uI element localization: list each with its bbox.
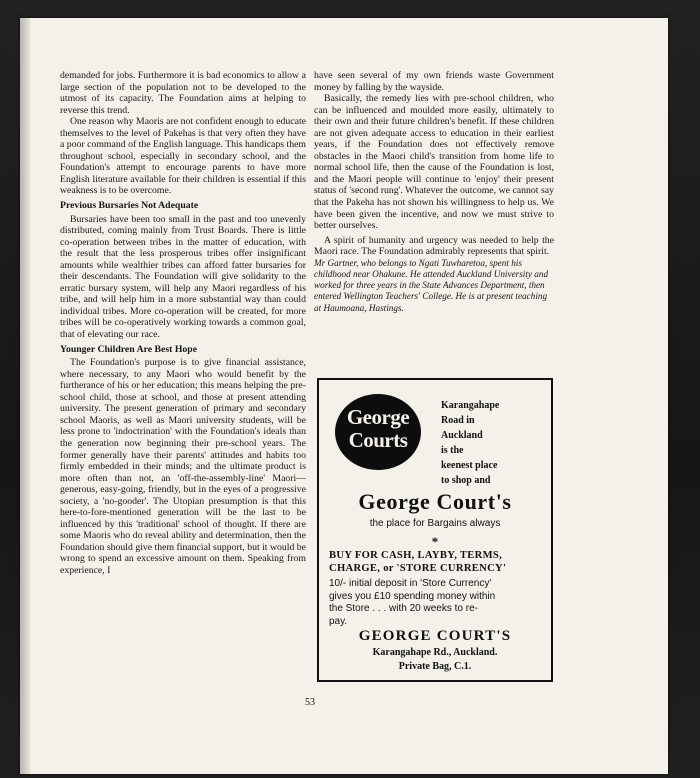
paragraph: demanded for jobs. Furthermore it is bad economics to allow a large section of the population not to be developed to the utmost of its capacity. The Foundation aims at helping to reverse this trend. xyxy=(60,70,306,116)
deposit-terms xyxy=(329,578,543,628)
badge-line: Courts xyxy=(348,428,408,452)
address-line: Karangahape Rd., Auckland. xyxy=(372,647,498,658)
store-logo-badge xyxy=(335,394,421,470)
ad-intro-text xyxy=(441,398,551,488)
ad-intro-line: Auckland xyxy=(441,430,483,441)
terms-line: the Store . . . with 20 weeks to re- xyxy=(329,603,478,615)
payment-line: CHARGE, or 'STORE CURRENCY' xyxy=(329,562,507,574)
ad-intro-line: keenest place xyxy=(441,460,498,471)
paragraph: Basically, the remedy lies with pre-school children, who can be influenced and moulded more easily, ultimately to their own and their future children's benefit. If these children are not given adequate access to education in their earliest years, if the Foundation does not effectively remove obstacles in the Maori child's transition from home life to normal school life, then the cause of the Foundation is lost, and the Maori people will continue to 'enjoy' their present status of 'second rung'. Whatever the outcome, we cannot say that the Pakeha has not shown his willingness to help us. We have been given the incentive, and now we must strive to better ourselves. xyxy=(314,93,554,232)
store-name-caps: GEORGE COURT'S xyxy=(358,628,512,644)
store-name: George Court's xyxy=(358,489,512,514)
payment-options xyxy=(329,550,545,576)
paragraph: A spirit of humanity and urgency was needed to help the Maori race. The Foundation admirably represents that spirit. xyxy=(314,234,554,258)
store-address xyxy=(319,646,551,673)
address-line: Private Bag, C.1. xyxy=(398,660,472,672)
george-courts-advertisement xyxy=(317,378,553,682)
right-column xyxy=(314,70,554,314)
terms-line: pay. xyxy=(329,615,348,627)
paragraph: One reason why Maoris are not confident enough to educate themselves to the level of Pakehas is that very often they have a poor command of the English language. This handicaps them throughout school, especially in secondary school, and the Foundation's attempt to encourage parents to have more English literature available for their children is essential if this weakness is to be overcome. xyxy=(60,116,306,197)
paragraph: have seen several of my own friends waste Government money by falling by the wayside. xyxy=(314,70,554,93)
store-tagline: the place for Bargains always xyxy=(369,518,501,529)
ad-intro-line: Karangahape xyxy=(441,400,500,411)
page-number: 53 xyxy=(305,697,315,708)
author-bio: Mr Gartner, who belongs to Ngati Tuwharetoa, spent his childhood near Ohakune. He attended Auckland University and worked for three years in the State Advances Department, then entered Wellington Teachers' College. He is at present teaching at Haumoana, Hastings. xyxy=(314,257,549,313)
paragraph: Bursaries have been too small in the past and too unevenly distributed, coming mainly from Trust Boards. There is little co-operation between tribes in the matter of education, with the result that the less prosperous tribes offer insignificant amounts while wealthier tribes can afford fatter bursaries for their descendants. The Foundation will give solidarity to the erratic bursary system, will help any Maori regardless of his tribe, and will help him in a more substantial way than could individual tribes. More co-operation will be created, for more tribes will be co-operatively working towards a common goal, that of elevating our race. xyxy=(60,213,306,341)
ad-intro-line: to shop and xyxy=(441,475,491,486)
left-column xyxy=(60,70,306,577)
terms-line: 10/- initial deposit in 'Store Currency' xyxy=(329,578,492,589)
ad-intro-line: is the xyxy=(441,445,464,456)
section-heading: Previous Bursaries Not Adequate xyxy=(60,200,199,212)
payment-line: BUY FOR CASH, LAYBY, TERMS, xyxy=(329,550,503,561)
terms-line: gives you £10 spending money within xyxy=(329,590,496,602)
ad-intro-line: Road in xyxy=(441,415,475,426)
badge-line: George xyxy=(346,405,410,429)
section-heading: Younger Children Are Best Hope xyxy=(60,343,198,355)
page-gutter xyxy=(20,18,30,774)
paragraph: The Foundation's purpose is to give financial assistance, where necessary, to any Maori who would benefit by the furtherance of his or her education; this means helping the pre-school child, those at school, and those at present attending university. The present generation of primary and secondary school Maoris, as well as Maori university students, will be less prone to 'indoctrination' with the Foundation's ideals than the generation now beginning their pre-school years. The former generally have their parents' attitudes and habits too firmly embedded in their minds; and the ultimate product is more often than not, an 'off-the-assembly-line' Maori—generous, easy-going, friendly, but in the eyes of a progressive society, a 'no-gooder'. The Utopian presumption is that this here-to-fore-mentioned generation will be the last to be influenced by this 'traditional' school of thought. If there are some Maoris who do reveal ability and determination, then the Foundation should give them financial support, but it would be wrong to spend an excessive amount on them. Speaking from experience, I xyxy=(60,357,306,576)
star-divider: * xyxy=(431,534,439,549)
